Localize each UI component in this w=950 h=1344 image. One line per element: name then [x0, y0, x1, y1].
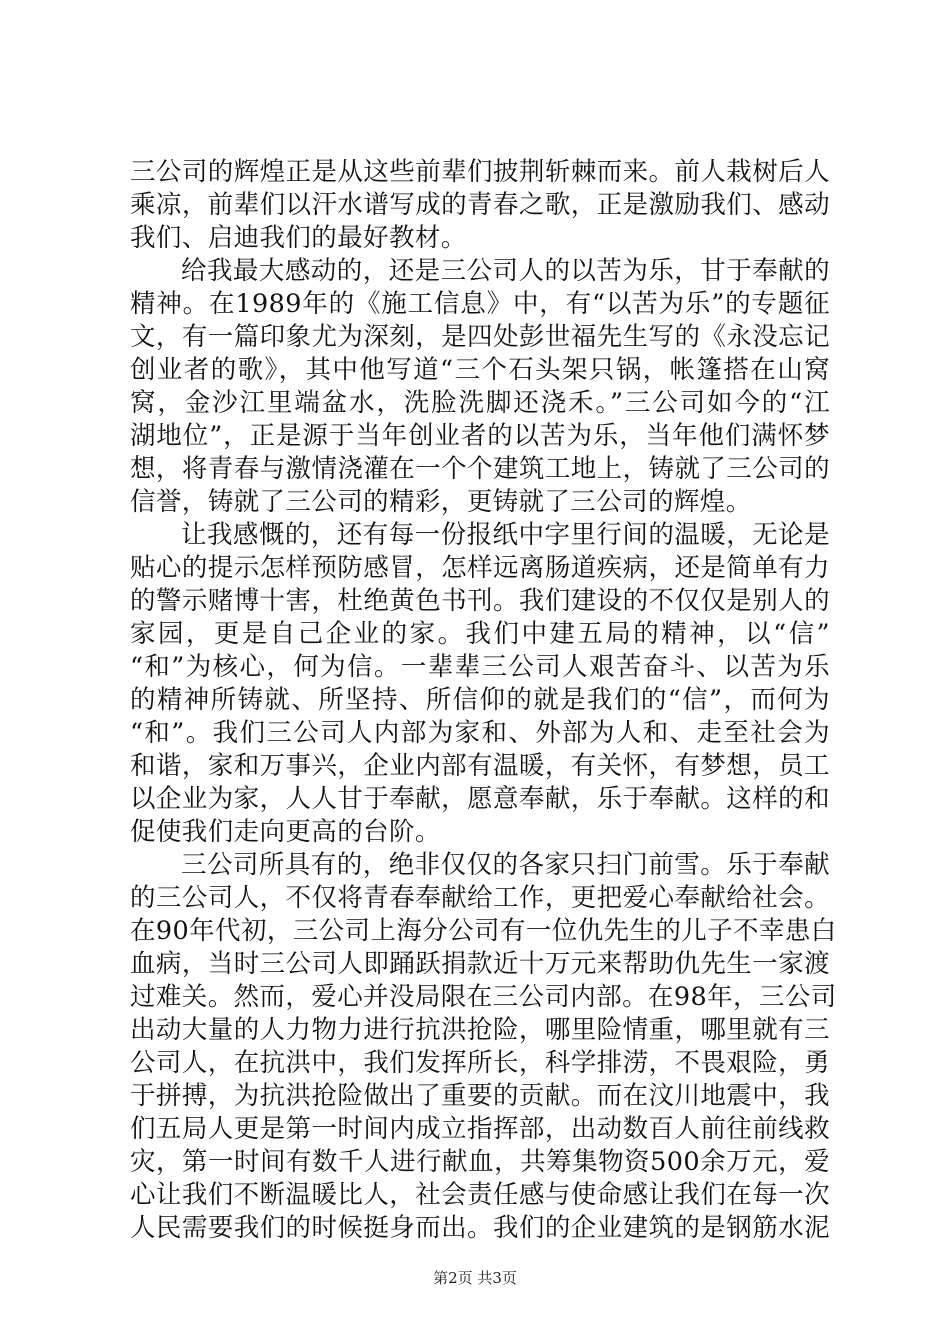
text-line: 乘凉，前辈们以汗水谱写成的青春之歌，正是激励我们、感动 [130, 190, 830, 220]
text-line: 湖地位”，正是源于当年创业者的以苦为乐，当年他们满怀梦 [130, 421, 830, 451]
text-line: 心让我们不断温暖比人，社会责任感与使命感让我们在每一次 [130, 1180, 830, 1210]
text-line: 血病，当时三公司人即踊跃捐款近十万元来帮助仇先生一家渡 [130, 949, 830, 979]
text-line: 窝，金沙江里端盆水，洗脸洗脚还浇禾。”三公司如今的“江 [130, 388, 830, 418]
text-line: “和”为核心，何为信。一辈辈三公司人艰苦奋斗、以苦为乐 [130, 652, 830, 682]
text-line: 以企业为家，人人甘于奉献，愿意奉献，乐于奉献。这样的和 [130, 784, 830, 814]
text-line: 灾，第一时间有数千人进行献血，共筹集物资500余万元，爱 [130, 1147, 830, 1177]
text-line: 过难关。然而，爱心并没局限在三公司内部。在98年，三公司 [130, 982, 837, 1012]
text-line: 于拼搏，为抗洪抢险做出了重要的贡献。而在汶川地震中，我 [130, 1081, 830, 1111]
text-line: 们五局人更是第一时间内成立指挥部，出动数百人前往前线救 [130, 1114, 830, 1144]
text-line: 想，将青春与激情浇灌在一个个建筑工地上，铸就了三公司的 [130, 454, 830, 484]
paragraph-start-line: 让我感慨的，还有每一份报纸中字里行间的温暖，无论是 [181, 520, 830, 550]
body-text [130, 156, 837, 1245]
paragraph-start-line: 给我最大感动的，还是三公司人的以苦为乐，甘于奉献的 [181, 256, 830, 286]
text-line: 促使我们走向更高的台阶。 [130, 817, 441, 847]
text-line: 的警示赌博十害，杜绝黄色书刊。我们建设的不仅仅是别人的 [130, 586, 830, 616]
text-line: 文，有一篇印象尤为深刻，是四处彭世福先生写的《永没忘记 [130, 322, 830, 352]
text-line: 贴心的提示怎样预防感冒，怎样远离肠道疾病，还是简单有力 [130, 553, 830, 583]
text-line: 公司人，在抗洪中，我们发挥所长，科学排涝，不畏艰险，勇 [130, 1048, 830, 1078]
text-line: 的三公司人，不仅将青春奉献给工作，更把爱心奉献给社会。 [130, 883, 830, 913]
text-line: 在90年代初，三公司上海分公司有一位仇先生的儿子不幸患白 [130, 916, 837, 946]
text-line: 家园，更是自己企业的家。我们中建五局的精神，以“信” [130, 619, 830, 649]
text-line: 创业者的歌》，其中他写道“三个石头架只锅，帐篷搭在山窝 [130, 355, 830, 385]
text-line: 信誉，铸就了三公司的精彩，更铸就了三公司的辉煌。 [130, 487, 752, 517]
paragraph-start-line: 三公司所具有的，绝非仅仅的各家只扫门前雪。乐于奉献 [181, 850, 830, 880]
text-line: “和”。我们三公司人内部为家和、外部为人和、走至社会为 [130, 718, 830, 748]
text-line: 精神。在1989年的《施工信息》中，有“以苦为乐”的专题征 [130, 289, 830, 319]
text-line: 人民需要我们的时候挺身而出。我们的企业建筑的是钢筋水泥 [130, 1213, 830, 1243]
text-line: 我们、启迪我们的最好教材。 [130, 223, 467, 253]
text-line: 的精神所铸就、所坚持、所信仰的就是我们的“信”，而何为 [130, 685, 830, 715]
text-line: 出动大量的人力物力进行抗洪抢险，哪里险情重，哪里就有三 [130, 1015, 830, 1045]
page-footer: 第2页 共3页 [433, 1269, 517, 1287]
text-line: 和谐，家和万事兴，企业内部有温暖，有关怀，有梦想，员工 [130, 751, 830, 781]
text-line: 三公司的辉煌正是从这些前辈们披荆斩棘而来。前人栽树后人 [130, 157, 830, 187]
